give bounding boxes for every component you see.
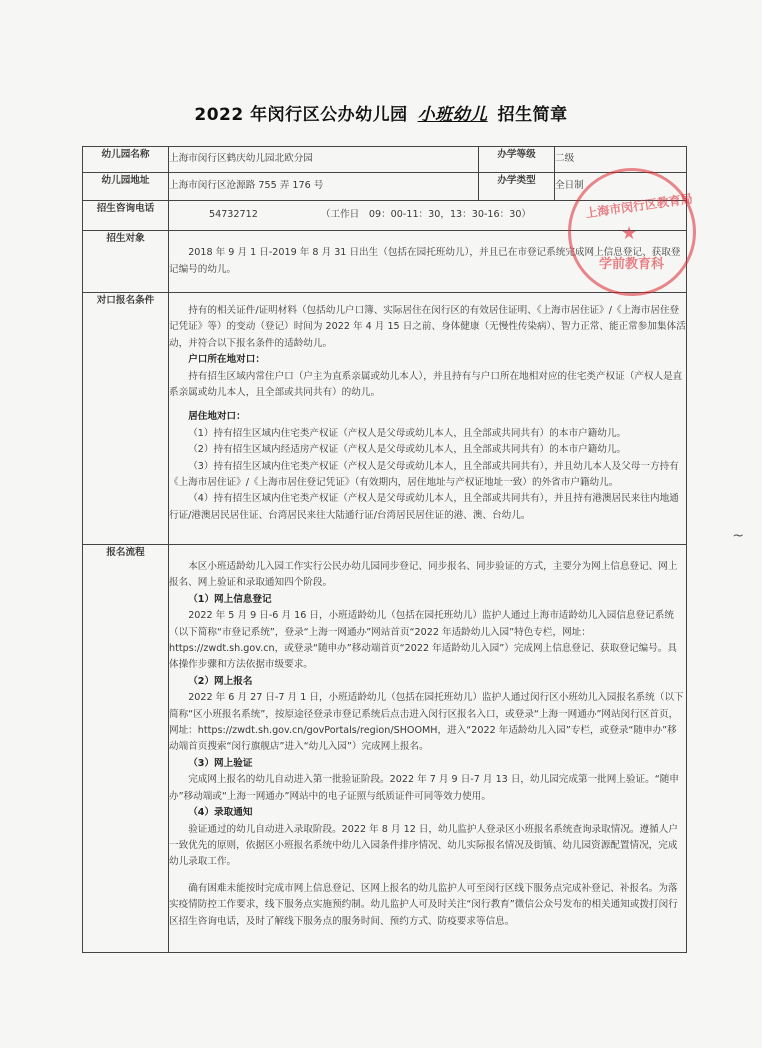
margin-mark: ~ [732,528,744,544]
label-school-type: 办学类型 [479,173,555,201]
label-school-level: 办学等级 [479,147,555,173]
label-target: 招生对象 [83,231,169,293]
conditions-item-1: （1）持有招生区域内住宅类产权证（产权人是父母或幼儿本人，且全部或共同共有）的本市户籍幼儿。 [188,427,627,439]
label-process: 报名流程 [83,545,169,953]
process-text-4: 验证通过的幼儿自动进入录取阶段。2022 年 8 月 12 日，幼儿监护人登录区小班报名系统查询录取情况。遵循人户一致优先的原则，依据区小班报名系统中幼儿入园条件排序情况、幼儿实际报名情况及街镇、幼儿园资源配置情况，完成幼儿录取工作。 [169,823,678,868]
value-phone: 54732712 [209,209,258,221]
title-prefix: 2022 年闵行区公办幼儿园 [194,105,408,125]
seal-star-icon: ★ [621,223,638,244]
row-conditions [83,293,687,545]
official-seal [568,168,696,296]
process-heading-2: （2）网上报名 [188,675,253,687]
value-target: 2018 年 9 月 1 日-2019 年 8 月 31 日出生（包括在园托班幼儿），并且已在市登记系统完成网上信息登记、获取登记编号的幼儿。 [169,247,681,275]
process-heading-4: （4）录取通知 [188,807,253,819]
value-address: 上海市闵行区沧源路 755 弄 176 号 [169,173,479,201]
label-conditions: 对口报名条件 [83,293,169,545]
row-kindergarten-name [83,147,687,173]
process-text-2: 2022 年 6 月 27 日-7 月 1 日，小班适龄幼儿（包括在园托班幼儿）监护人通过闵行区小班幼儿入园报名系统（以下简称“区小班报名系统”，按原途径登录市登记系统后点击进入闵行区报名入口，或登录“上海一网通办”网站闵行区首页，网址：https://zwdt.sh.gov.cn/govPortals/region/SHOOMH，进入“2022 年适龄幼儿入园”专栏，或登录“随申办”移动端首页搜索“闵行旗舰店”进入“幼儿入园”）完成网上报名。 [169,692,684,753]
seal-text-top: 上海市闵行区教育局 [584,191,694,221]
value-process-cell [169,545,687,953]
label-phone: 招生咨询电话 [83,201,169,231]
label-kindergarten-name: 幼儿园名称 [83,147,169,173]
page-title [0,100,762,125]
conditions-intro: 持有的相关证件/证明材料（包括幼儿户口簿、实际居住在闵行区的有效居住证明、《上海市居住证》/《上海市居住登记凭证》等）的变动（登记）时间为 2022 年 4 月 15 日之前、身体健康（无慢性传染病）、智力正常、能正常参加集体活动，并符合以下报名条件的适龄幼儿。 [169,305,686,349]
process-text-3: 完成网上报名的幼儿自动进入第一批验证阶段。2022 年 7 月 9 日-7 月 13 日，幼儿园完成第一批网上验证。“随申办”移动端或“上海一网通办”网站中的电子证照与纸质证件可同等效力使用。 [169,774,679,802]
conditions-item-4: （4）持有招生区域内住宅类产权证（产权人是父母或幼儿本人，且全部或共同共有），并且持有港澳居民来往内地通行证/港澳居民居住证、台湾居民来往大陆通行证/台湾居民居住证的港、澳、台幼儿。 [169,493,679,521]
conditions-heading-residence: 居住地对口： [188,411,246,423]
conditions-heading-household: 户口所在地对口： [188,354,265,366]
value-school-type: 全日制 [555,173,687,201]
conditions-household-text: 持有招生区域内常住户口（户主为直系亲属或幼儿本人），并且持有与户口所在地相对应的住宅类产权证（产权人是直系亲属或幼儿本人，且全部或共同共有）的幼儿。 [169,370,683,399]
value-phone-hours: （工作日 09：00-11：30，13：30-16：30） [320,209,532,221]
title-class: 小班幼儿 [417,105,488,125]
process-intro: 本区小班适龄幼儿入园工作实行公民办幼儿园同步登记、同步报名、同步验证的方式，主要分为网上信息登记、网上报名、网上验证和录取通知四个阶段。 [169,561,678,589]
label-address: 幼儿园地址 [83,173,169,201]
process-heading-3: （3）网上验证 [188,757,253,769]
conditions-item-2: （2）持有招生区域内经适房产权证（产权人是父母或幼儿本人，且全部或共同共有）的本市户籍幼儿。 [188,444,627,456]
process-note: 确有困难未能按时完成市网上信息登记、区网上报名的幼儿监护人可至闵行区线下服务点完成补登记、补报名。为落实疫情防控工作要求，线下服务点实施预约制。幼儿监护人可及时关注“闵行教育”微信公众号发布的相关通知或拨打闵行区招生咨询电话，及时了解线下服务点的服务时间、预约方式、防疫要求等信息。 [169,882,678,927]
process-heading-1: （1）网上信息登记 [188,593,272,605]
process-text-1: 2022 年 5 月 9 日-6 月 16 日，小班适龄幼儿（包括在园托班幼儿）监护人通过上海市适龄幼儿入园信息登记系统（以下简称“市登记系统”，登录“上海一网通办”网站首页“2022 年适龄幼儿入园”特色专栏，网址：https://zwdt.sh.gov.cn，或登录“随申办”移动端首页“2022 年适龄幼儿入园”）完成网上信息登记、获取登记编号。具体操作步骤和方法依据市级要求。 [169,610,677,671]
title-suffix: 招生简章 [497,105,568,125]
seal-text-bottom: 学前教育科 [599,257,665,272]
value-school-level: 二级 [555,147,687,173]
value-conditions-cell [169,293,687,545]
conditions-item-3: （3）持有招生区域内住宅类产权证（产权人是父母或幼儿本人，且全部或共同共有），并且幼儿本人及父母一方持有《上海市居住证》/《上海市居住登记凭证》（有效期内，居住地址与产权证地址一致）的外省市户籍幼儿。 [169,460,679,489]
row-process [83,545,687,953]
value-kindergarten-name: 上海市闵行区鹤庆幼儿园北欧分园 [169,147,479,173]
